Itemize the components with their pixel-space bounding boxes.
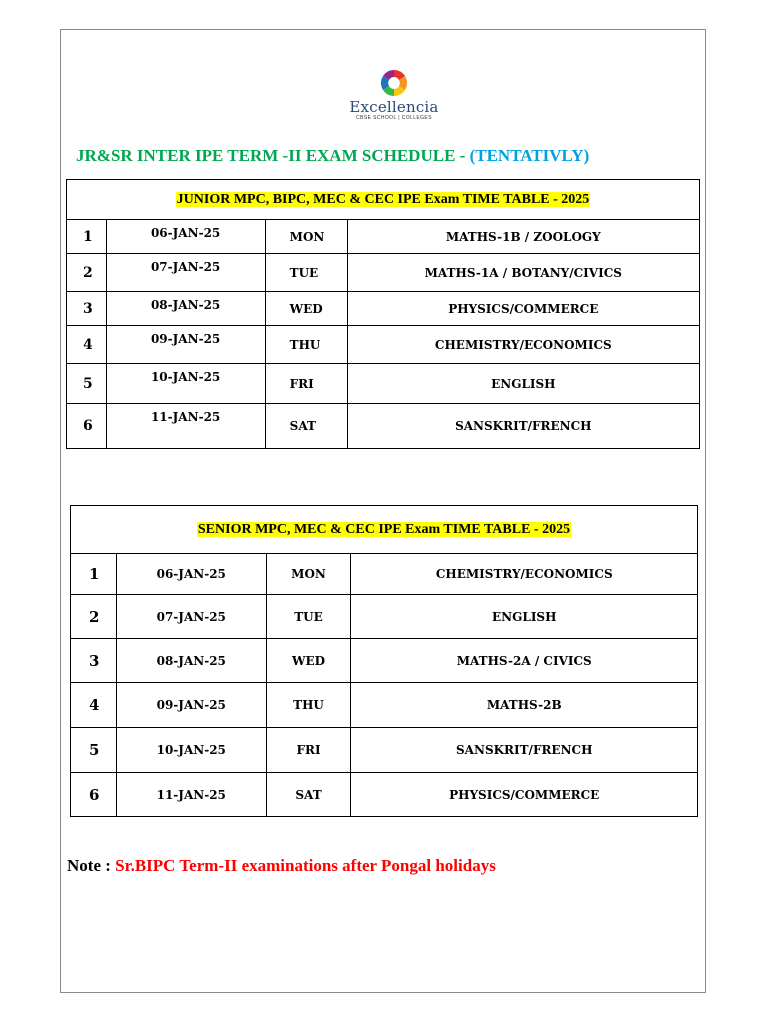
row-day: TUE (266, 595, 351, 639)
junior-header-text: JUNIOR MPC, BIPC, MEC & CEC IPE Exam TIME TABLE - 2025 (176, 191, 590, 207)
row-day: WED (265, 292, 347, 326)
row-number: 4 (71, 683, 117, 728)
senior-header-text: SENIOR MPC, MEC & CEC IPE Exam TIME TABLE - 2025 (197, 521, 571, 537)
row-number: 1 (71, 554, 117, 595)
junior-timetable (66, 179, 700, 449)
table-row (71, 773, 698, 817)
row-date: 08-JAN-25 (106, 292, 265, 326)
row-day: MON (266, 554, 351, 595)
table-row (71, 683, 698, 728)
row-date: 11-JAN-25 (116, 773, 266, 817)
footer-note (67, 856, 496, 876)
title-tentative: (TENTATIVLY) (469, 146, 590, 165)
table-header-row (71, 506, 698, 554)
table-row (71, 554, 698, 595)
row-date: 09-JAN-25 (106, 326, 265, 364)
row-number: 3 (71, 639, 117, 683)
table-row (67, 326, 700, 364)
row-subject: MATHS-2B (351, 683, 698, 728)
row-number: 6 (67, 404, 107, 449)
row-day: FRI (265, 364, 347, 404)
row-number: 6 (71, 773, 117, 817)
row-number: 4 (67, 326, 107, 364)
row-date: 06-JAN-25 (106, 220, 265, 254)
row-day: MON (265, 220, 347, 254)
table-row (71, 639, 698, 683)
logo-name: Excellencia (349, 98, 439, 116)
row-number: 3 (67, 292, 107, 326)
row-subject: MATHS-1B / ZOOLOGY (347, 220, 699, 254)
row-subject: CHEMISTRY/ECONOMICS (351, 554, 698, 595)
logo-subtitle: CBSE SCHOOL | COLLEGES (356, 115, 432, 121)
row-subject: MATHS-1A / BOTANY/CIVICS (347, 254, 699, 292)
row-subject: SANSKRIT/FRENCH (351, 728, 698, 773)
table-row (71, 595, 698, 639)
row-date: 07-JAN-25 (116, 595, 266, 639)
table-row (67, 364, 700, 404)
row-date: 09-JAN-25 (116, 683, 266, 728)
row-number: 2 (71, 595, 117, 639)
row-day: THU (266, 683, 351, 728)
senior-timetable (70, 505, 698, 817)
row-subject: MATHS-2A / CIVICS (351, 639, 698, 683)
school-logo (336, 68, 452, 130)
row-date: 11-JAN-25 (106, 404, 265, 449)
row-number: 1 (67, 220, 107, 254)
row-number: 5 (67, 364, 107, 404)
row-number: 5 (71, 728, 117, 773)
row-date: 10-JAN-25 (116, 728, 266, 773)
row-day: THU (265, 326, 347, 364)
row-day: SAT (265, 404, 347, 449)
senior-header (71, 506, 698, 554)
row-subject: SANSKRIT/FRENCH (347, 404, 699, 449)
table-row (67, 404, 700, 449)
table-header-row (67, 180, 700, 220)
table-row (67, 220, 700, 254)
row-day: WED (266, 639, 351, 683)
note-label: Note : (67, 856, 116, 875)
junior-header (67, 180, 700, 220)
row-subject: ENGLISH (351, 595, 698, 639)
excellencia-swirl-icon (379, 68, 409, 98)
table-row (67, 292, 700, 326)
table-row (67, 254, 700, 292)
row-day: TUE (265, 254, 347, 292)
row-subject: PHYSICS/COMMERCE (347, 292, 699, 326)
title-main: JR&SR INTER IPE TERM -II EXAM SCHEDULE - (76, 146, 470, 165)
row-date: 08-JAN-25 (116, 639, 266, 683)
row-subject: CHEMISTRY/ECONOMICS (347, 326, 699, 364)
row-subject: PHYSICS/COMMERCE (351, 773, 698, 817)
row-date: 10-JAN-25 (106, 364, 265, 404)
row-date: 07-JAN-25 (106, 254, 265, 292)
row-number: 2 (67, 254, 107, 292)
row-day: SAT (266, 773, 351, 817)
row-day: FRI (266, 728, 351, 773)
row-date: 06-JAN-25 (116, 554, 266, 595)
note-text: Sr.BIPC Term-II examinations after Pongal holidays (115, 856, 496, 875)
table-row (71, 728, 698, 773)
page-title (76, 146, 696, 166)
row-subject: ENGLISH (347, 364, 699, 404)
